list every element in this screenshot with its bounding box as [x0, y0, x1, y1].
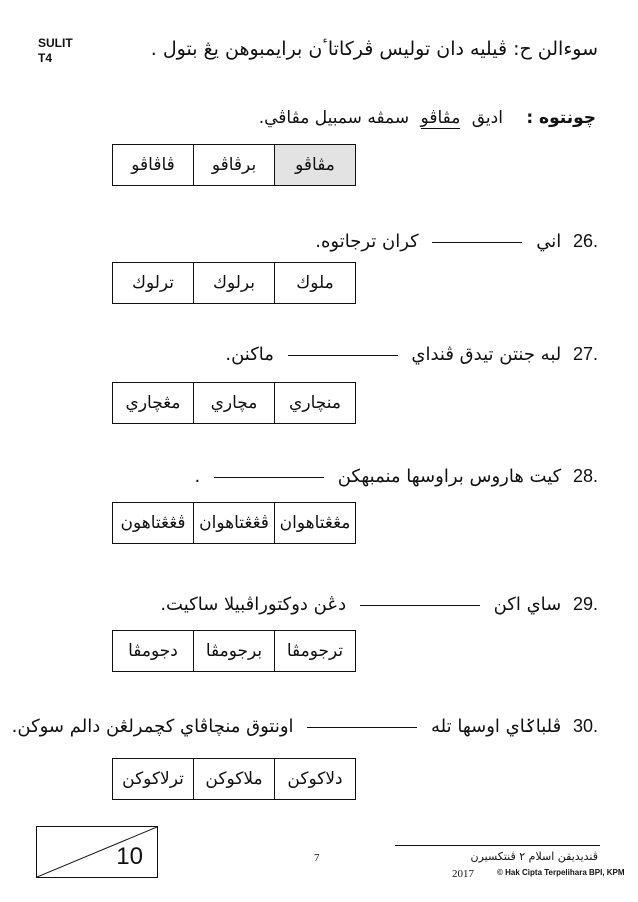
answer-blank[interactable]: [432, 241, 522, 243]
option-2[interactable]: ملاكوكن: [193, 759, 274, 799]
option-3[interactable]: ڤڠڠتاهون: [120, 513, 186, 533]
question-28: [195, 466, 599, 487]
question-26: [315, 231, 598, 252]
answer-blank[interactable]: [214, 476, 324, 478]
answer-blank[interactable]: [288, 354, 398, 356]
header-label: [38, 36, 73, 66]
footer-copyright: © Hak Cipta Terpelihara BPI, KPM: [497, 868, 625, 877]
score-total: 10: [116, 843, 143, 870]
question-number: 29.: [572, 594, 598, 614]
sulit-label: SULIT: [38, 36, 73, 50]
question-text-after: دڠن دوكتوراڤبيلا ساكيت.: [160, 594, 347, 615]
example-option-2[interactable]: برڤاڤو: [193, 145, 274, 185]
example-options: [112, 144, 356, 186]
question-30: [12, 716, 598, 737]
options-30: [112, 758, 356, 800]
example-option-3[interactable]: ڤاڤاڤو: [131, 155, 175, 175]
footer-subject: ڤنديديقن اسلام ٢ ڤنتكسيرن: [470, 850, 598, 863]
question-text-before: لبه جنتن تيدق ڤنداي: [411, 344, 562, 365]
question-text-after: ماكنن.: [225, 344, 274, 365]
example-option-1[interactable]: مڤاڤو: [274, 145, 355, 185]
option-1[interactable]: ترجومڤا: [274, 631, 355, 671]
question-text-before: كيت هاروس براوسها منمبهكن: [337, 466, 562, 487]
option-2[interactable]: ڤڠڠتاهوان: [193, 503, 274, 543]
question-text-before: ساي اكن: [493, 594, 562, 615]
options-29: [112, 630, 356, 672]
question-text-after: كران ترجاتوه.: [315, 231, 419, 252]
example-rest: سمڤه سمبيل مڤاڤي.: [258, 108, 410, 128]
option-3[interactable]: ترلاكوكن: [122, 769, 184, 789]
footer-divider: [395, 845, 600, 846]
score-box: [36, 826, 158, 878]
question-number: 26.: [572, 231, 598, 251]
question-text-before: ڤلباݢاي اوسها تله: [431, 716, 562, 737]
question-number: 30.: [572, 716, 598, 736]
question-29: [160, 594, 598, 615]
option-2[interactable]: برلوك: [193, 263, 274, 303]
options-26: [112, 262, 356, 304]
question-27: [225, 344, 598, 365]
question-text-after: .: [194, 466, 201, 487]
page-title: سوءالن ح: ڤيليه دان توليس ڤركاتاٴن برايمبوهن يڠ بتول .: [150, 38, 598, 60]
form-code: T4: [38, 51, 53, 65]
question-number: 27.: [572, 344, 598, 364]
option-1[interactable]: دلاكوكن: [274, 759, 355, 799]
question-number: 28.: [572, 466, 598, 486]
page-number: 7: [314, 852, 320, 864]
example-answer: مڤاڤو: [420, 108, 461, 128]
option-1[interactable]: منچاري: [274, 383, 355, 423]
option-2[interactable]: برجومڤا: [193, 631, 274, 671]
answer-blank[interactable]: [360, 604, 480, 606]
example-label: چونتوه :: [526, 108, 596, 128]
option-3[interactable]: دجومڤا: [128, 641, 178, 661]
option-1[interactable]: ملوك: [274, 263, 355, 303]
question-text-after: اونتوق منچاڤاي كچمرلڠن دالم سوكن.: [11, 716, 294, 737]
option-2[interactable]: مچاري: [193, 383, 274, 423]
option-3[interactable]: ترلوك: [131, 273, 175, 293]
options-27: [112, 382, 356, 424]
answer-blank[interactable]: [307, 726, 417, 728]
example-sentence: [259, 108, 596, 129]
option-1[interactable]: مڠڠتاهوان: [274, 503, 355, 543]
options-28: [112, 502, 356, 544]
footer-year: 2017: [452, 868, 474, 880]
option-3[interactable]: مڠچاري: [125, 393, 181, 413]
question-text-before: اني: [536, 231, 562, 252]
example-word: اديق: [471, 108, 503, 128]
